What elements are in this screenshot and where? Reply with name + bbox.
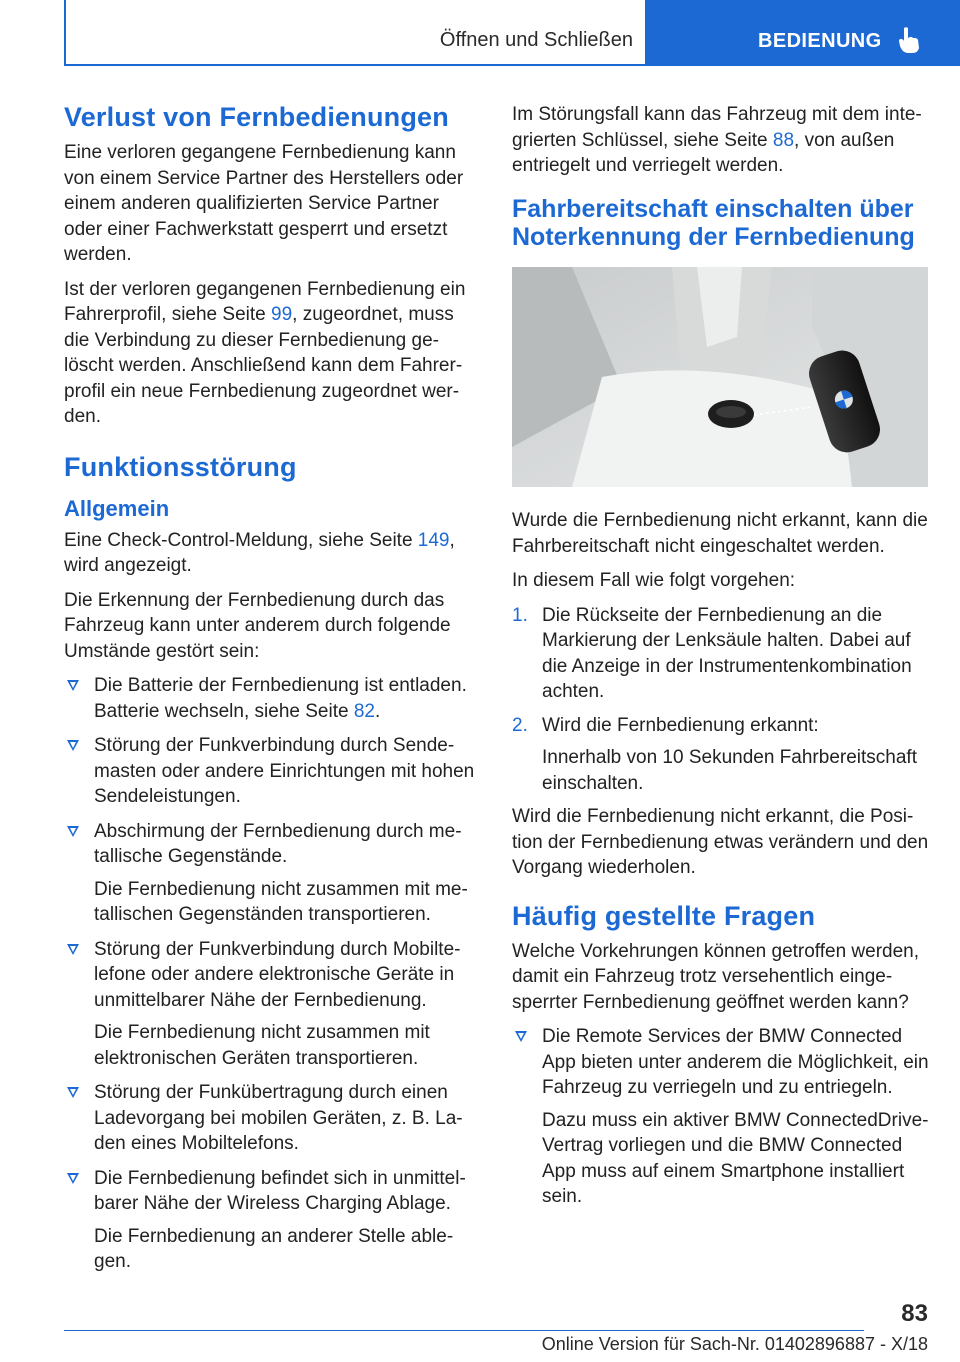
list-item: Störung der Funkverbindung durch Mobiltelefone oder andere elektronische Geräte in unmittelbarer Nähe der Fernbedienung. Die Fernbedienung nicht zusammen mit elektronischen Geräten transportieren. [64, 937, 480, 1072]
heading-allgemein: Allgemein [64, 495, 170, 521]
heading-fahrbereitschaft: Fahrbereitschaft einschalten über Noterkennung der Fernbedienung [512, 194, 915, 251]
paragraph: Eine verloren gegangene Fernbedienung kann von einem Service Partner des Herstellers oder einem anderen qualifizierten Service Partner oder einer Fachwerkstatt gesperrt und ersetzt werden. [64, 142, 464, 265]
chapter-tab[interactable] [647, 0, 960, 66]
list-item: Störung der Funkverbindung durch Sendemasten oder andere Einrichtungen mit hohen Sendeleistungen. [64, 733, 480, 810]
page-link[interactable]: 88 [772, 129, 795, 151]
list-item-note: Die Fernbedienung nicht zusammen mit elektronischen Geräten transportieren. [94, 1022, 430, 1069]
list-item: Die Remote Services der BMW Connected App bieten unter anderem die Möglichkeit, ein Fahrzeug zu verriegeln und zu entriegeln. Dazu muss ein aktiver BMW ConnectedDrive-Vertrag vorliegen und die BMW Connected App muss auf einem Smartphone installiert sein. [512, 1024, 930, 1210]
page-link[interactable]: 99 [271, 304, 293, 325]
cause-list [64, 673, 480, 1275]
steering-column-illustration [512, 267, 928, 487]
heading-faq: Häufig gestellte Fragen [512, 900, 816, 931]
faq-answer-list [512, 1024, 930, 1210]
step-number: 1. [512, 604, 528, 626]
paragraph: Wurde die Fernbedienung nicht erkannt, kann die Fahrbereitschaft nicht eingeschaltet werden. [512, 510, 928, 557]
paragraph: Ist der verloren gegangenen Fernbedienung ein Fahrerprofil, siehe Seite 99, zugeordnet, muss die Verbindung zu dieser Fernbedienung gelöscht werden. Anschließend kann dem Fahrerprofil ein neue Fernbedienung zugeordnet werden. [64, 278, 466, 427]
right-column [512, 102, 930, 1219]
list-item-note: Die Fernbedienung nicht zusammen mit metallischen Gegenständen transportieren. [94, 878, 468, 925]
step-note: Innerhalb von 10 Sekunden Fahrbereitschaft einschalten. [542, 747, 917, 794]
list-item: Störung der Funkübertragung durch einen Ladevorgang bei mobilen Geräten, z. B. Laden eines Mobiltelefons. [64, 1080, 480, 1157]
left-column [64, 102, 480, 1284]
paragraph: Die Erkennung der Fernbedienung durch das Fahrzeug kann unter anderem durch folgende Umstände gestört sein: [64, 589, 451, 662]
heading-funktionsstoerung: Funktionsstörung [64, 451, 297, 482]
footer-rule [64, 1330, 864, 1331]
paragraph: In diesem Fall wie folgt vorgehen: [512, 570, 796, 591]
step-number: 2. [512, 714, 528, 736]
page-number: 83 [901, 1300, 928, 1327]
paragraph: Im Störungsfall kann das Fahrzeug mit dem integrierten Schlüssel, siehe Seite 88, von außen entriegelt und verriegelt werden. [512, 104, 922, 176]
step-item: 2. Wird die Fernbedienung erkannt: Innerhalb von 10 Sekunden Fahrbereitschaft einschalten. [512, 713, 930, 797]
procedure-steps [512, 603, 930, 797]
list-item: Die Fernbedienung befindet sich in unmittelbarer Nähe der Wireless Charging Ablage. Die Fernbedienung an anderer Stelle ablegen. [64, 1166, 480, 1275]
paragraph: Welche Vorkehrungen können getroffen werden, damit ein Fahrzeug trotz versehentlich eingesperrter Fernbedienung geöffnet werden kann? [512, 940, 920, 1013]
paragraph: Eine Check-Control-Meldung, siehe Seite 149, wird angezeigt. [64, 529, 455, 576]
chapter-tab-label: BEDIENUNG [758, 30, 882, 52]
list-item: Die Batterie der Fernbedienung ist entladen. Batterie wechseln, siehe Seite 82. [64, 673, 480, 724]
list-item-note: Die Fernbedienung an anderer Stelle ablegen. [94, 1225, 454, 1272]
page-link[interactable]: 149 [417, 529, 450, 551]
heading-verlust: Verlust von Fernbedienungen [64, 102, 449, 132]
list-item-note: Dazu muss ein aktiver BMW ConnectedDrive-Vertrag vorliegen und die BMW Connected App muss auf einem Smartphone installiert sein. [542, 1109, 929, 1207]
footer-online-version: Online Version für Sach-Nr. 01402896887 - X/18 [541, 1334, 928, 1354]
page-link[interactable]: 82 [353, 700, 375, 722]
step-item: 1. Die Rückseite der Fernbedienung an die Markierung der Lenksäule halten. Dabei auf die Anzeige in der Instrumentenkombination achten. [512, 604, 912, 702]
list-item: Abschirmung der Fernbedienung durch metallische Gegenstände. Die Fernbedienung nicht zusammen mit metallischen Gegenständen transportieren. [64, 819, 480, 928]
header-section-box [64, 0, 647, 66]
section-title: Öffnen und Schließen [439, 29, 633, 51]
paragraph: Wird die Fernbedienung nicht erkannt, die Position der Fernbedienung etwas verändern und den Vorgang wiederholen. [512, 806, 929, 878]
pointing-hand-icon [897, 26, 921, 54]
